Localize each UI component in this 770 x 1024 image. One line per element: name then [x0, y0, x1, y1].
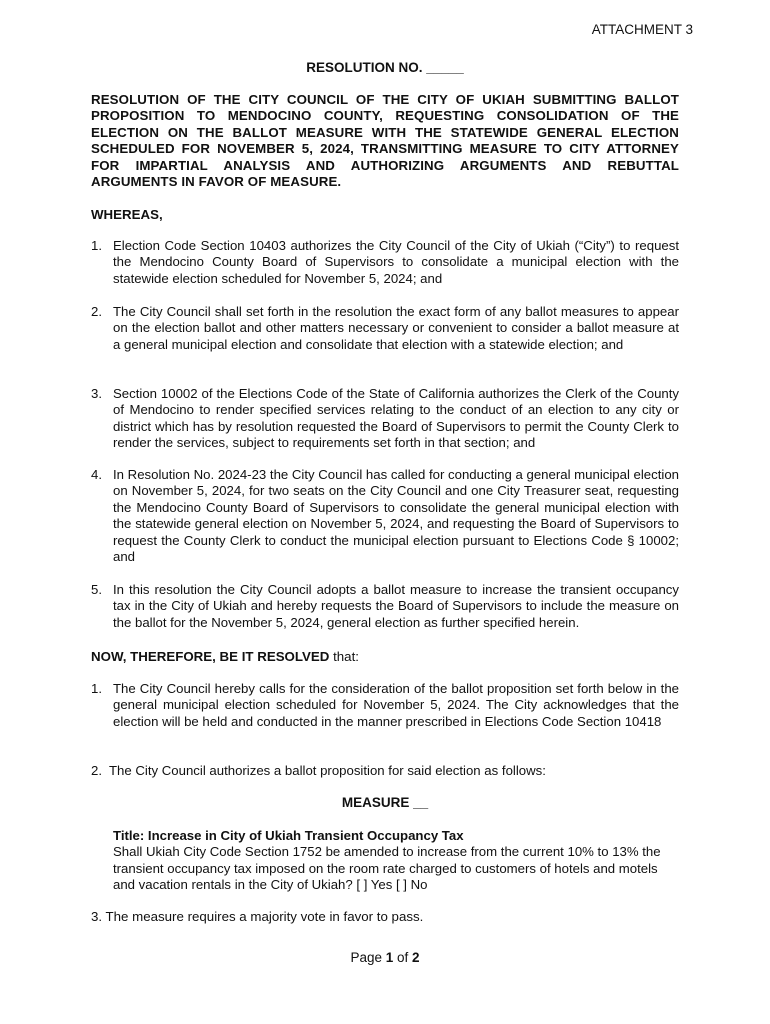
item-number: 3. [91, 386, 102, 401]
item-text: Election Code Section 10403 authorizes the City Council of the City of Ukiah (“City”) to request the Mendocino County Board of Supervisors to consolidate a municipal election with the statewide election scheduled for November 5, 2024; and [113, 238, 679, 286]
resolution-number: RESOLUTION NO. _____ [306, 60, 464, 75]
measure-block [113, 828, 681, 894]
item-number: 1. [91, 238, 102, 253]
page-current: 1 [385, 950, 394, 965]
resolved-label-rest: that: [329, 649, 359, 664]
item-text: The City Council hereby calls for the consideration of the ballot proposition set forth below in the general municipal election scheduled for November 5, 2024. The City acknowledges that the election will be held and conducted in the manner prescribed in Elections Code Section 10418 [113, 681, 679, 729]
resolved-item [91, 763, 679, 779]
item-text: In this resolution the City Council adopts a ballot measure to increase the transient occupancy tax in the City of Ukiah and hereby requests the Board of Supervisors to include the measure on the ballot for the November 5, 2024, general election as further specified herein. [113, 582, 679, 630]
item-number: 5. [91, 582, 102, 597]
measure-body: Shall Ukiah City Code Section 1752 be amended to increase from the current 10% to 13% the transient occupancy tax imposed on the room rate charged to customers of hotels and motels and vacation rentals in the City of Ukiah? [ ] Yes [ ] No [113, 844, 661, 893]
whereas-item [91, 238, 679, 287]
whereas-item [91, 304, 679, 353]
measure-title: Title: Increase in City of Ukiah Transient Occupancy Tax [113, 828, 464, 843]
whereas-item [91, 467, 679, 565]
resolved-label-bold: NOW, THEREFORE, BE IT RESOLVED [91, 649, 330, 664]
whereas-item [91, 386, 679, 452]
attachment-label: ATTACHMENT 3 [591, 22, 693, 37]
resolved-item [91, 681, 679, 730]
resolved-heading [91, 649, 359, 664]
page-of: of [393, 950, 413, 965]
whereas-heading: WHEREAS, [91, 207, 163, 222]
page-word: Page [350, 950, 386, 965]
measure-heading: MEASURE __ [341, 795, 429, 810]
vote-requirement: 3. The measure requires a majority vote in favor to pass. [91, 909, 424, 924]
resolution-title: RESOLUTION OF THE CITY COUNCIL OF THE CITY OF UKIAH SUBMITTING BALLOT PROPOSITION TO MENDOCINO COUNTY, REQUESTING CONSOLIDATION OF THE ELECTION ON THE BALLOT MEASURE WITH THE STATEWIDE GENERAL ELECTION SCHEDULED FOR NOVEMBER 5, 2024, TRANSMITTING MEASURE TO CITY ATTORNEY FOR IMPARTIAL ANALYSIS AND AUTHORIZING ARGUMENTS AND REBUTTAL ARGUMENTS IN FAVOR OF MEASURE. [91, 92, 679, 190]
item-text: In Resolution No. 2024-23 the City Council has called for conducting a general municipal election on November 5, 2024, for two seats on the City Council and one City Treasurer seat, requesting the Mendocino County Board of Supervisors to consolidate the general municipal election with the statewide general election on November 5, 2024, and requesting the Board of Supervisors to request the County Clerk to conduct the municipal election pursuant to Elections Code § 10002; and [113, 467, 679, 565]
item-number: 4. [91, 467, 102, 482]
item-text: The City Council authorizes a ballot proposition for said election as follows: [109, 763, 546, 778]
item-number: 1. [91, 681, 102, 696]
item-text: Section 10002 of the Elections Code of the State of California authorizes the Clerk of the County of Mendocino to render specified services relating to the conduct of an election to any city or district which has by resolution requested the Board of Supervisors to permit the County Clerk to render the services, subject to requirements set forth in that section; and [113, 386, 679, 451]
item-number: 2. [91, 304, 102, 319]
whereas-item [91, 582, 679, 631]
page-total: 2 [412, 950, 420, 965]
item-text: The City Council shall set forth in the resolution the exact form of any ballot measures to appear on the election ballot and other matters necessary or convenient to consider a ballot measure at a general municipal election and consolidate that election with a statewide election; and [113, 304, 679, 352]
item-number: 2. [91, 763, 102, 778]
page-number [0, 950, 770, 965]
